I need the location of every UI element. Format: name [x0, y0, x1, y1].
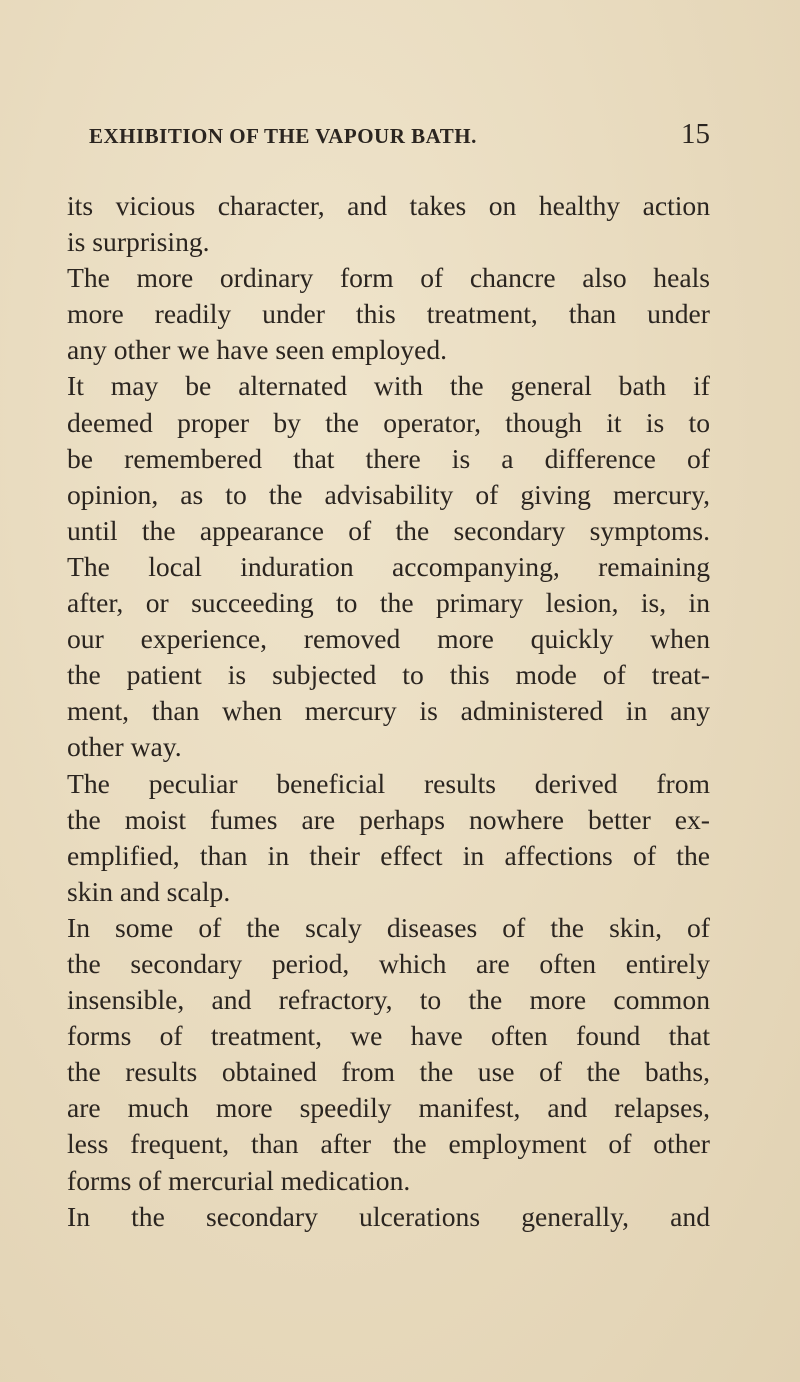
running-title: EXHIBITION OF THE VAPOUR BATH. — [89, 124, 477, 148]
book-page — [67, 118, 710, 1235]
text-line: opinion, as to the advisability of giving mercury, — [67, 478, 710, 510]
text-line: deemed proper by the operator, though it is to — [67, 406, 710, 438]
page-number: 15 — [681, 118, 710, 150]
text-line: less frequent, than after the employment of other — [67, 1128, 710, 1160]
text-line: is surprising. — [67, 226, 210, 258]
text-line: The peculiar beneficial results derived from — [67, 767, 710, 799]
text-line: The local induration accompanying, remaining — [67, 550, 710, 582]
text-line: In some of the scaly diseases of the skin, of — [67, 911, 710, 943]
text-line: It may be alternated with the general bath if — [67, 370, 710, 402]
text-line: are much more speedily manifest, and relapses, — [67, 1092, 710, 1124]
text-line: the patient is subjected to this mode of treat- — [67, 659, 710, 691]
text-line: the moist fumes are perhaps nowhere better ex- — [67, 803, 710, 835]
text-line: forms of mercurial medication. — [67, 1164, 411, 1196]
text-line: until the appearance of the secondary symptoms. — [67, 514, 710, 546]
text-line: the results obtained from the use of the baths, — [67, 1056, 710, 1088]
body-text — [67, 188, 710, 1235]
text-line: forms of treatment, we have often found that — [67, 1020, 710, 1052]
text-line: after, or succeeding to the primary lesion, is, in — [67, 587, 710, 619]
text-line: The more ordinary form of chancre also heals — [67, 262, 710, 294]
text-line: our experience, removed more quickly when — [67, 623, 710, 655]
text-line: other way. — [67, 731, 182, 763]
running-head — [67, 118, 710, 158]
text-line: its vicious character, and takes on healthy action — [67, 190, 710, 221]
text-line: emplified, than in their effect in affections of the — [67, 839, 710, 871]
text-line: more readily under this treatment, than under — [67, 298, 710, 330]
text-line: the secondary period, which are often entirely — [67, 947, 710, 979]
text-line: ment, than when mercury is administered in any — [67, 695, 710, 727]
text-line: insensible, and refractory, to the more common — [67, 984, 710, 1016]
text-line: skin and scalp. — [67, 875, 231, 907]
text-line: any other we have seen employed. — [67, 334, 448, 366]
text-line: be remembered that there is a difference of — [67, 442, 710, 474]
text-line: In the secondary ulcerations generally, and — [67, 1200, 710, 1232]
